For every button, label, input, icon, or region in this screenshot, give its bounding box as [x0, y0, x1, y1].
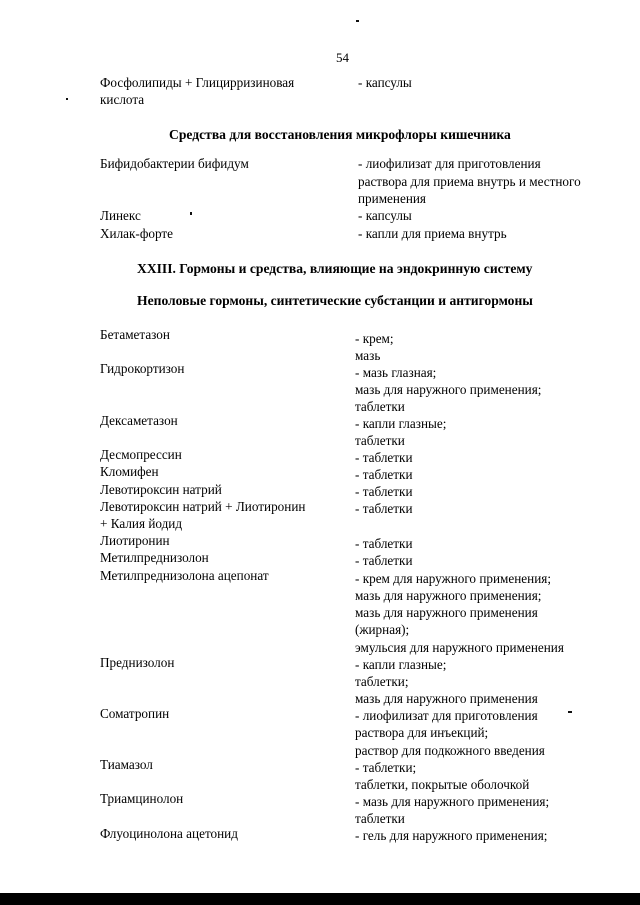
drug-name: Фосфолипиды + Глицирризиновая [100, 75, 295, 90]
dosage-form: применения [358, 191, 426, 206]
drug-name: Флуоцинолона ацетонид [100, 826, 238, 841]
drug-name: Метилпреднизолона ацепонат [100, 568, 269, 583]
dosage-form: таблетки [355, 811, 405, 826]
dosage-form: - таблетки [355, 501, 413, 516]
drug-name: Дексаметазон [100, 413, 178, 428]
drug-name: Кломифен [100, 464, 159, 479]
drug-name: Бифидобактерии бифидум [100, 156, 249, 171]
dosage-form: раствора для инъекций; [355, 725, 489, 740]
dosage-form: (жирная); [355, 622, 410, 637]
section-heading-hormones: XXIII. Гормоны и средства, влияющие на эндокринную систему [137, 261, 533, 276]
dosage-form: - крем для наружного применения; [355, 571, 551, 586]
dosage-form: раствор для подкожного введения [355, 743, 545, 758]
dosage-form: - крем; [355, 331, 394, 346]
dosage-form: - таблетки [355, 484, 413, 499]
drug-name-continued: + Калия йодид [100, 516, 183, 531]
dosage-form: - гель для наружного применения; [355, 828, 548, 843]
dosage-form: - таблетки [355, 536, 413, 551]
drug-name: Лиотиронин [100, 533, 170, 548]
dosage-form: - мазь для наружного применения; [355, 794, 550, 809]
section-heading-microflora: Средства для восстановления микрофлоры кишечника [169, 127, 511, 142]
dosage-form: - капсулы [358, 75, 412, 90]
scan-speck [356, 20, 359, 22]
dosage-form: - капсулы [358, 208, 412, 223]
dosage-form: - капли для приема внутрь [358, 226, 507, 241]
dosage-form: мазь для наружного применения [355, 691, 538, 706]
drug-name: Соматропин [100, 706, 170, 721]
dosage-form: таблетки; [355, 674, 409, 689]
scan-bottom-edge [0, 893, 640, 905]
dosage-form: мазь [355, 348, 381, 363]
scan-speck [190, 212, 192, 215]
drug-name-continued: кислота [100, 92, 145, 107]
drug-name: Триамцинолон [100, 791, 184, 806]
dosage-form: эмульсия для наружного применения [355, 640, 564, 655]
dosage-form: таблетки, покрытые оболочкой [355, 777, 530, 792]
dosage-form: мазь для наружного применения; [355, 382, 542, 397]
dosage-form: - капли глазные; [355, 416, 447, 431]
dosage-form: - капли глазные; [355, 657, 447, 672]
scan-speck [568, 711, 572, 713]
drug-name: Левотироксин натрий + Лиотиронин [100, 499, 306, 514]
drug-name: Бетаметазон [100, 327, 170, 342]
drug-name: Гидрокортизон [100, 361, 185, 376]
drug-name: Преднизолон [100, 655, 175, 670]
dosage-form: мазь для наружного применения [355, 605, 538, 620]
drug-name: Тиамазол [100, 757, 153, 772]
drug-name: Хилак-форте [100, 226, 173, 241]
dosage-form: - мазь глазная; [355, 365, 437, 380]
dosage-form: - лиофилизат для приготовления [355, 708, 538, 723]
subsection-heading: Неполовые гормоны, синтетические субстанции и антигормоны [137, 293, 533, 308]
dosage-form: - таблетки [355, 467, 413, 482]
drug-name: Левотироксин натрий [100, 482, 222, 497]
page-number: 54 [336, 50, 349, 65]
scan-speck [66, 98, 68, 100]
dosage-form: таблетки [355, 399, 405, 414]
dosage-form: мазь для наружного применения; [355, 588, 542, 603]
dosage-form: раствора для приема внутрь и местного [358, 174, 581, 189]
dosage-form: таблетки [355, 433, 405, 448]
dosage-form: - таблетки [355, 553, 413, 568]
drug-name: Десмопрессин [100, 447, 182, 462]
drug-name: Линекс [100, 208, 141, 223]
dosage-form: - таблетки; [355, 760, 417, 775]
dosage-form: - лиофилизат для приготовления [358, 156, 541, 171]
drug-name: Метилпреднизолон [100, 550, 209, 565]
dosage-form: - таблетки [355, 450, 413, 465]
